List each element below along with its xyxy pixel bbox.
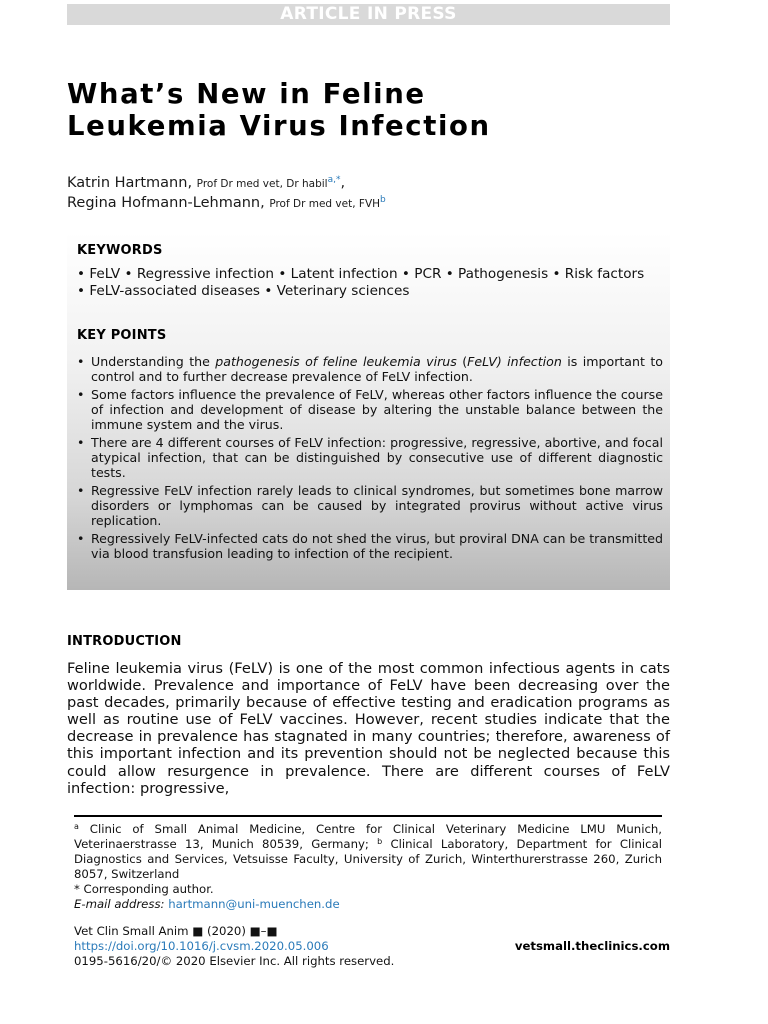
- author-2-name: Regina Hofmann-Lehmann,: [67, 195, 265, 211]
- email-label: E-mail address:: [74, 897, 165, 911]
- key-point-1: [77, 354, 663, 384]
- corresponding-author: * Corresponding author.: [74, 882, 214, 896]
- doi-link[interactable]: https://doi.org/10.1016/j.cvsm.2020.05.006: [74, 939, 329, 953]
- footnotes: [74, 822, 662, 912]
- affiliation-b: Clinical Laboratory, Department for Clinical Diagnostics and Services, Vetsuisse Faculty, University of Zurich, Winterthurerstrasse 260, Zurich 8057, Switzerland: [74, 837, 662, 881]
- keywords-line-1: • FeLV • Regressive infection • Latent infection • PCR • Pathogenesis • Risk factors: [77, 266, 645, 282]
- key-points-heading: KEY POINTS: [77, 328, 167, 343]
- author-1-credentials: Prof Dr med vet, Dr habil: [196, 178, 328, 190]
- author-2-credentials: Prof Dr med vet, FVH: [269, 198, 381, 210]
- affiliation-a: Clinic of Small Animal Medicine, Centre for Clinical Veterinary Medicine LMU Munich, Veterinaerstrasse 13, Munich 80539, Germany;: [74, 822, 663, 851]
- key-point-1-pre: Understanding the: [91, 354, 216, 369]
- author-2: [67, 194, 670, 214]
- author-2-affiliation-link[interactable]: b: [380, 195, 386, 205]
- title-line-2: Leukemia Virus Infection: [67, 110, 491, 142]
- introduction-heading: INTRODUCTION: [67, 634, 182, 649]
- article-in-press-banner: ARTICLE IN PRESS: [67, 4, 670, 25]
- key-point-3: • There are 4 different courses of FeLV infection: progressive, regressive, abortive, and focal atypical infection, that can be distinguished by consecutive use of different diagnostic tests.: [77, 435, 663, 480]
- key-point-1-post: is important to control and to further decrease prevalence of FeLV infection.: [91, 354, 663, 384]
- journal-citation: Vet Clin Small Anim ■ (2020) ■–■: [74, 924, 278, 938]
- affiliation-a-mark: a: [74, 822, 79, 831]
- keywords-line-2: • FeLV-associated diseases • Veterinary sciences: [77, 283, 410, 299]
- author-1-trail: ,: [340, 175, 346, 191]
- key-point-1-italic-2: FeLV) infection: [467, 354, 562, 369]
- footnote-divider: [74, 815, 662, 817]
- copyright-line: 0195-5616/20/© 2020 Elsevier Inc. All rights reserved.: [74, 954, 395, 968]
- keywords-keypoints-box: [67, 232, 670, 590]
- keywords-heading: KEYWORDS: [77, 243, 163, 258]
- key-points-list: [77, 354, 663, 564]
- article-title: [67, 78, 670, 142]
- author-list: [67, 174, 670, 214]
- introduction-body: Feline leukemia virus (FeLV) is one of the most common infectious agents in cats worldwide. Prevalence and importance of FeLV have been decreasing over the past decades, primarily because of effective testing and eradication programs as well as routine use of FeLV vaccines. However, recent studies indicate that the decrease in prevalence has stagnated in many countries; therefore, awareness of this important infection and its prevention should not be neglected because this could allow resurgence in prevalence. There are different courses of FeLV infection: progressive,: [67, 660, 670, 797]
- title-line-1: What’s New in Feline: [67, 78, 426, 110]
- key-point-1-mid: (: [456, 354, 468, 369]
- affiliation-b-mark: b: [377, 837, 383, 846]
- affiliations: [74, 822, 662, 882]
- email-line: [74, 897, 662, 912]
- author-1-affiliation-link[interactable]: a,*: [327, 175, 341, 185]
- author-1: [67, 174, 670, 194]
- author-1-name: Katrin Hartmann,: [67, 175, 193, 191]
- journal-website[interactable]: vetsmall.theclinics.com: [514, 939, 670, 953]
- email-link[interactable]: hartmann@uni-muenchen.de: [168, 897, 340, 911]
- key-point-2: • Some factors influence the prevalence of FeLV, whereas other factors influence the course of infection and development of disease by altering the unstable balance between the immune system and the virus.: [77, 387, 663, 432]
- key-point-1-italic-1: pathogenesis of feline leukemia virus: [215, 354, 457, 369]
- key-point-4: • Regressive FeLV infection rarely leads to clinical syndromes, but sometimes bone marrow disorders or lymphomas can be caused by integrated provirus without active virus replication.: [77, 483, 663, 528]
- key-point-5: • Regressively FeLV-infected cats do not shed the virus, but proviral DNA can be transmitted via blood transfusion leading to infection of the recipient.: [77, 531, 663, 561]
